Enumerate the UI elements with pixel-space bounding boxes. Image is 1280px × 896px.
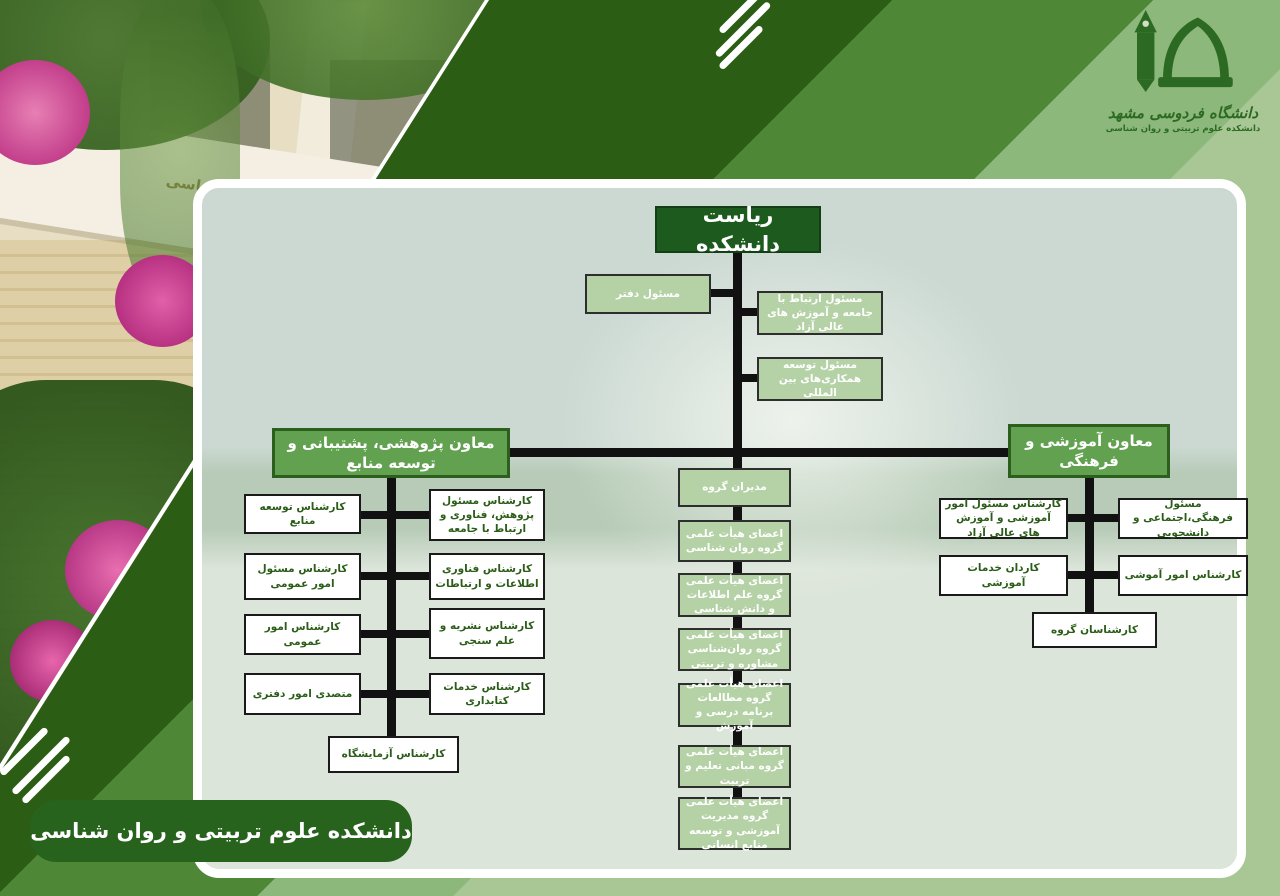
logo-faculty-name: دانشکده علوم تربیتی و روان شناسی — [1105, 124, 1261, 134]
org-box-group-experts: کارشناسان گروه — [1032, 612, 1157, 648]
org-box-dean: ریاست دانشکده — [655, 206, 821, 253]
org-box-cultural-social-student-manager: مسئول فرهنگی،اجتماعی و دانشجویی — [1118, 498, 1248, 539]
org-box-journal-scientometrics-expert: کارشناس نشریه و علم سنجی — [429, 608, 545, 659]
connector — [1066, 571, 1120, 579]
org-box-research-deputy: معاون پژوهشی، پشتیبانی و توسعه منابع — [272, 428, 510, 478]
org-box-resource-development-expert: کارشناس توسعه منابع — [244, 494, 361, 534]
org-box-counseling-psychology-faculty: اعضای هیأت علمی گروه روان‌شناسی مشاوره و تربیتی — [678, 628, 791, 671]
org-box-department-heads: مدیران گروه — [678, 468, 791, 507]
connector — [358, 690, 433, 698]
org-box-general-affairs-head-expert: کارشناس مسئول امور عمومی — [244, 553, 361, 600]
logo-emblem-icon — [1108, 10, 1258, 102]
logo-university-name: دانشگاه فردوسی مشهد — [1107, 104, 1259, 122]
connector — [1066, 514, 1120, 522]
org-box-psychology-faculty: اعضای هیأت علمی گروه روان شناسی — [678, 520, 791, 562]
rose-flower — [65, 520, 170, 620]
connector — [358, 572, 433, 580]
faculty-title-ribbon: دانشکده علوم تربیتی و روان شناسی — [30, 800, 412, 862]
university-logo — [1092, 10, 1274, 168]
org-box-educational-affairs-expert: کارشناس امور آموشی — [1118, 555, 1248, 596]
connector — [358, 630, 433, 638]
org-box-educational-services-technician: کاردان خدمات آموزشی — [939, 555, 1068, 596]
org-box-general-affairs-expert: کارشناس امور عمومی — [244, 614, 361, 655]
org-box-education-culture-deputy: معاون آموزشی و فرهنگی — [1008, 424, 1170, 478]
org-box-office-manager: مسئول دفتر — [585, 274, 711, 314]
org-box-laboratory-expert: کارشناس آزمایشگاه — [328, 736, 459, 773]
org-box-international-cooperation: مسئول توسعه همکاری‌های بین المللی — [757, 357, 883, 401]
org-box-office-clerk: متصدی امور دفتری — [244, 673, 361, 715]
org-box-education-foundations-faculty: اعضای هیأت علمی گروه مبانی تعلیم و تربیت — [678, 745, 791, 788]
org-box-curriculum-studies-faculty: اعضای هیأت علمی گروه مطالعات برنامه درسی و آموزش — [678, 683, 791, 727]
org-box-library-services-expert: کارشناس خدمات کتابداری — [429, 673, 545, 715]
org-box-educational-management-faculty: اعضای هیأت علمی گروه مدیریت آموزشی و توسعه منابع انسانی — [678, 797, 791, 850]
connector-branch-bar — [505, 448, 1013, 457]
org-box-ict-expert: کارشناس فناوری اطلاعات و ارتباطات — [429, 553, 545, 600]
org-box-educational-affairs-head-expert: کارشناس مسئول امور آموزشی و آموزش های عالی آزاد — [939, 498, 1068, 539]
connector — [358, 511, 433, 519]
org-box-community-liaison: مسئول ارتباط با جامعه و آموزش های عالی آزاد — [757, 291, 883, 335]
connector-right-trunk — [1085, 476, 1094, 614]
org-box-research-technology-expert: کارشناس مسئول پژوهش، فناوری و ارتباط با جامعه — [429, 489, 545, 541]
org-box-information-science-faculty: اعضای هیأت علمی گروه علم اطلاعات و دانش شناسی — [678, 573, 791, 617]
